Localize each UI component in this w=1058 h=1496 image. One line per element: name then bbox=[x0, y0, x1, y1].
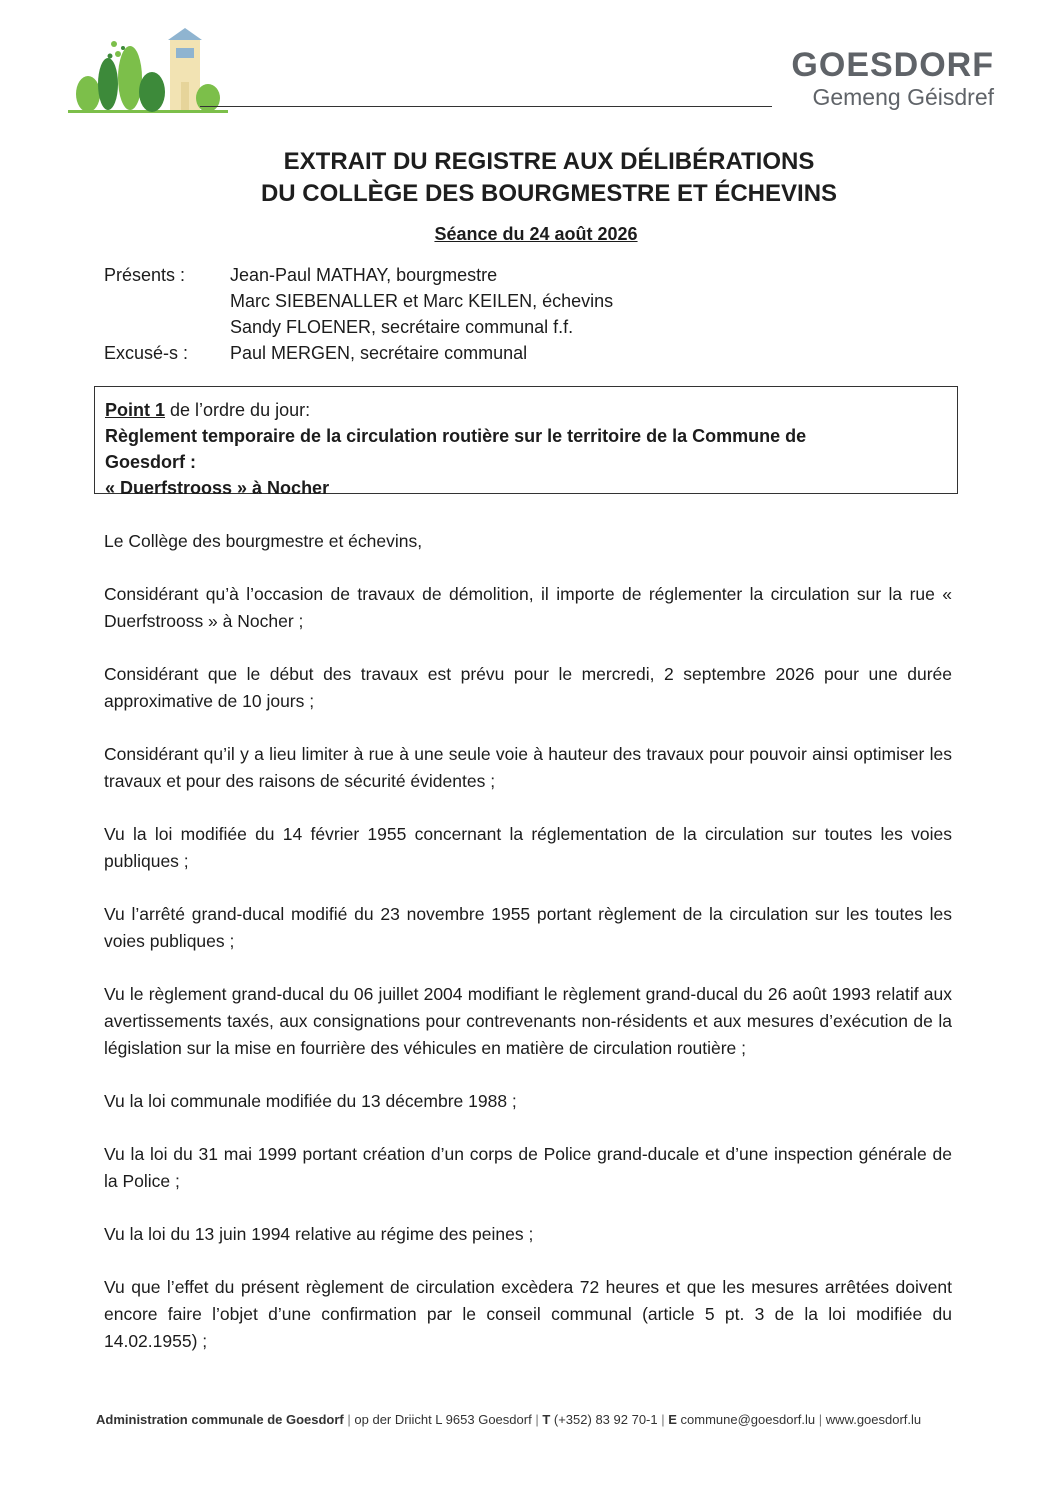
brand-name: GOESDORF bbox=[791, 46, 994, 84]
present-label: Présents : bbox=[104, 265, 186, 285]
body-paragraph: Vu l’arrêté grand-ducal modifié du 23 novembre 1955 portant règlement de la circulation sur les toutes les voies publiques ; bbox=[104, 904, 952, 951]
body-paragraph: Vu le règlement grand-ducal du 06 juillet 2004 modifiant le règlement grand-ducal du 26 août 1993 relatif aux avertissements taxés, aux consignations pour contrevenants non-résidents et aux mesures d’exécution de la législation sur la mise en fourrière des véhicules en matière de circulation routière ; bbox=[104, 984, 952, 1058]
body-paragraph: Considérant que le début des travaux est prévu pour le mercredi, 2 septembre 2026 pour une durée approximative de 10 jours ; bbox=[104, 664, 952, 711]
body-paragraph: Le Collège des bourgmestre et échevins, bbox=[104, 531, 423, 551]
footer-website: www.goesdorf.lu bbox=[825, 1412, 922, 1427]
footer-phone-label: T bbox=[542, 1412, 551, 1427]
body-paragraph: Vu la loi du 31 mai 1999 portant création d’un corps de Police grand-ducale et d’une inspection générale de la Police ; bbox=[104, 1144, 952, 1191]
excused-names: Paul MERGEN, secrétaire communal bbox=[230, 343, 528, 363]
document-title bbox=[0, 146, 1058, 210]
agenda-subject-line: « Duerfstrooss » à Nocher bbox=[105, 478, 330, 498]
body-paragraph: Vu la loi communale modifiée du 13 décembre 1988 ; bbox=[104, 1091, 517, 1111]
excused-label: Excusé-s : bbox=[104, 343, 189, 363]
footer-email: commune@goesdorf.lu bbox=[680, 1412, 816, 1427]
present-row bbox=[104, 262, 613, 340]
footer-address: op der Driicht L 9653 Goesdorf bbox=[354, 1412, 532, 1427]
session-date bbox=[0, 224, 1058, 245]
session-date-text: Séance du 24 août 2026 bbox=[434, 224, 638, 244]
deliberation-body bbox=[104, 528, 952, 1381]
footer-org: Administration communale de Goesdorf bbox=[96, 1412, 344, 1427]
present-name: Marc SIEBENALLER et Marc KEILEN, échevins bbox=[230, 291, 614, 311]
present-name: Jean-Paul MATHAY, bourgmestre bbox=[230, 265, 498, 285]
title-line-1: EXTRAIT DU REGISTRE AUX DÉLIBÉRATIONS bbox=[283, 148, 815, 175]
agenda-point-heading bbox=[105, 397, 947, 423]
excused-row bbox=[104, 340, 613, 366]
body-paragraph: Considérant qu’il y a lieu limiter à rue à une seule voie à hauteur des travaux pour pouvoir ainsi optimiser les travaux et pour des raisons de sécurité évidentes ; bbox=[104, 744, 952, 791]
present-name: Sandy FLOENER, secrétaire communal f.f. bbox=[230, 317, 574, 337]
body-paragraph: Vu la loi du 13 juin 1994 relative au régime des peines ; bbox=[104, 1224, 534, 1244]
brand-block bbox=[791, 46, 994, 110]
body-paragraph: Vu que l’effet du présent règlement de circulation excèdera 72 heures et que les mesures arrêtées doivent encore faire l’objet d’une confirmation par le conseil communal (article 5 pt. 3 de la loi modifiée du 14.02.1955) ; bbox=[104, 1277, 952, 1351]
agenda-subject-line: Règlement temporaire de la circulation routière sur le territoire de la Commune de bbox=[105, 426, 807, 446]
agenda-point-box bbox=[94, 386, 958, 498]
page-footer: Administration communale de Goesdorf | op der Driicht L 9653 Goesdorf | T (+352) 83 92 70-1 | E commune@goesdorf.lu | www.goesdorf.lu bbox=[96, 1412, 922, 1427]
present-names bbox=[230, 262, 613, 340]
agenda-subject-line: Goesdorf : bbox=[105, 452, 197, 472]
body-paragraph: Vu la loi modifiée du 14 février 1955 concernant la réglementation de la circulation sur toutes les voies publiques ; bbox=[104, 824, 952, 871]
commune-logo bbox=[68, 26, 228, 118]
point-suffix: de l’ordre du jour: bbox=[165, 400, 311, 420]
attendance-block bbox=[104, 262, 613, 366]
brand-subtitle: Gemeng Géisdref bbox=[812, 84, 994, 110]
title-line-2: DU COLLÈGE DES BOURGMESTRE ET ÉCHEVINS bbox=[260, 180, 838, 207]
point-label: Point 1 bbox=[105, 400, 166, 420]
footer-phone: (+352) 83 92 70-1 bbox=[553, 1412, 658, 1427]
body-paragraph: Considérant qu’à l’occasion de travaux de démolition, il importe de réglementer la circulation sur la rue « Duerfstrooss » à Nocher ; bbox=[104, 584, 952, 631]
footer-email-label: E bbox=[668, 1412, 677, 1427]
header-divider bbox=[200, 106, 772, 107]
